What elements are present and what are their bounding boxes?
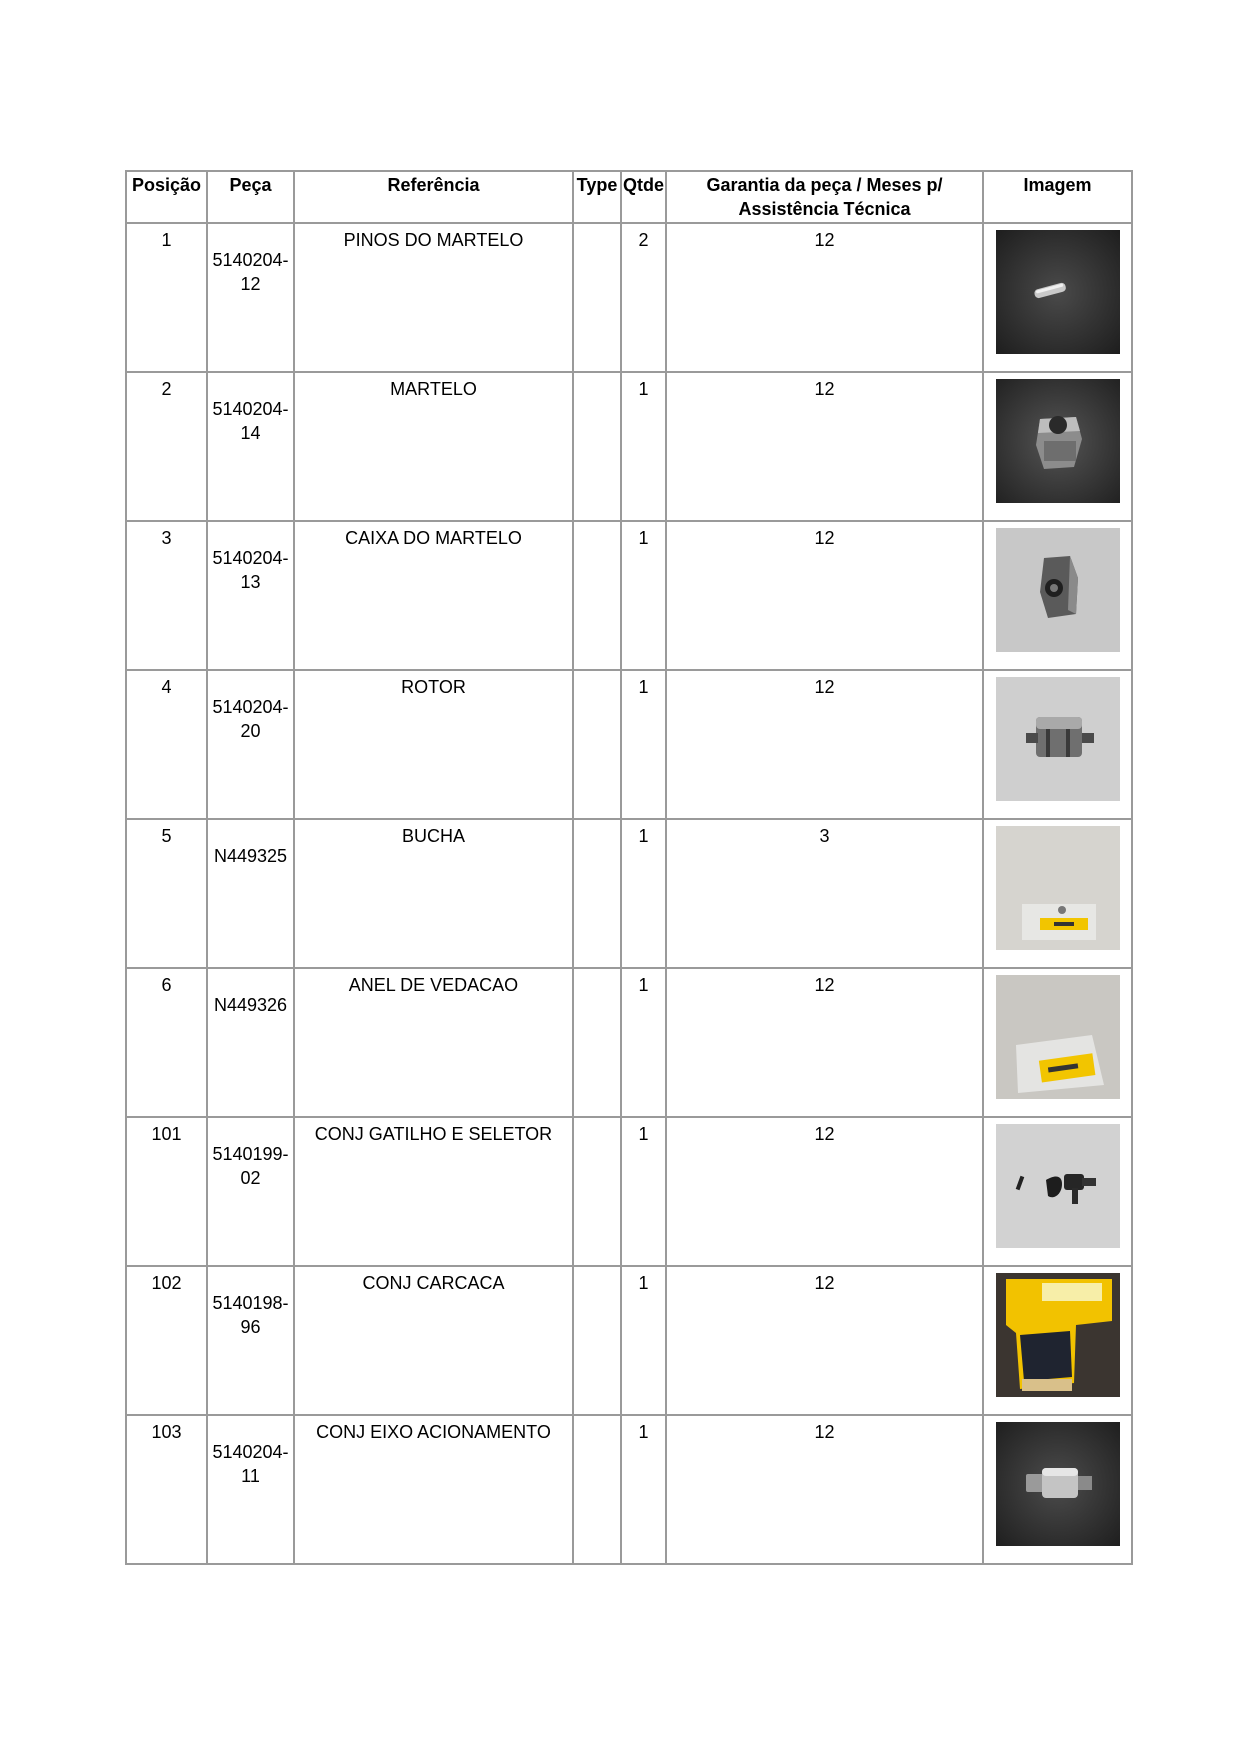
cell-garantia: 12 xyxy=(666,223,983,372)
cell-qtde: 1 xyxy=(621,1415,666,1564)
header-type: Type xyxy=(573,171,621,223)
cell-referencia: BUCHA xyxy=(294,819,573,968)
cell-type xyxy=(573,968,621,1117)
part-number: 5140204-13 xyxy=(212,548,289,592)
hammer-photo xyxy=(996,379,1120,503)
cell-garantia: 12 xyxy=(666,968,983,1117)
table-header-row xyxy=(126,171,1132,223)
header-garantia: Garantia da peça / Meses p/ Assistência Técnica xyxy=(666,171,983,223)
part-number: 5140204-11 xyxy=(212,1442,289,1486)
cell-imagem xyxy=(983,1117,1132,1266)
cell-referencia: ANEL DE VEDACAO xyxy=(294,968,573,1117)
header-referencia: Referência xyxy=(294,171,573,223)
cell-referencia: CONJ CARCACA xyxy=(294,1266,573,1415)
cell-qtde: 1 xyxy=(621,670,666,819)
cell-garantia: 3 xyxy=(666,819,983,968)
cell-imagem xyxy=(983,968,1132,1117)
housing-photo xyxy=(996,1273,1120,1397)
cell-peca xyxy=(207,372,294,521)
cell-peca xyxy=(207,968,294,1117)
part-number: N449325 xyxy=(213,846,288,866)
cell-posicao: 3 xyxy=(126,521,207,670)
part-number: 5140199-02 xyxy=(212,1144,289,1188)
cell-posicao: 101 xyxy=(126,1117,207,1266)
part-number: 5140198-96 xyxy=(212,1293,289,1337)
header-peca: Peça xyxy=(207,171,294,223)
header-posicao: Posição xyxy=(126,171,207,223)
cell-peca xyxy=(207,223,294,372)
cell-imagem xyxy=(983,1415,1132,1564)
table-row xyxy=(126,1266,1132,1415)
cell-type xyxy=(573,223,621,372)
cell-qtde: 1 xyxy=(621,1117,666,1266)
cell-imagem xyxy=(983,223,1132,372)
part-number: 5140204-12 xyxy=(212,250,289,294)
cell-garantia: 12 xyxy=(666,1266,983,1415)
cell-garantia: 12 xyxy=(666,372,983,521)
cell-qtde: 1 xyxy=(621,521,666,670)
hammer-case-photo xyxy=(996,528,1120,652)
cell-posicao: 4 xyxy=(126,670,207,819)
cell-garantia: 12 xyxy=(666,1117,983,1266)
cell-type xyxy=(573,819,621,968)
pin-photo xyxy=(996,230,1120,354)
table-row xyxy=(126,819,1132,968)
cell-qtde: 2 xyxy=(621,223,666,372)
cell-posicao: 2 xyxy=(126,372,207,521)
seal-ring-bag-photo xyxy=(996,975,1120,1099)
cell-peca xyxy=(207,1117,294,1266)
table-row xyxy=(126,372,1132,521)
cell-type xyxy=(573,521,621,670)
cell-posicao: 103 xyxy=(126,1415,207,1564)
cell-garantia: 12 xyxy=(666,670,983,819)
part-number: 5140204-20 xyxy=(212,697,289,741)
cell-garantia: 12 xyxy=(666,1415,983,1564)
cell-peca xyxy=(207,819,294,968)
cell-referencia: PINOS DO MARTELO xyxy=(294,223,573,372)
cell-posicao: 6 xyxy=(126,968,207,1117)
part-number: N449326 xyxy=(213,995,288,1015)
cell-garantia: 12 xyxy=(666,521,983,670)
cell-imagem xyxy=(983,521,1132,670)
cell-peca xyxy=(207,670,294,819)
cell-type xyxy=(573,1415,621,1564)
rotor-photo xyxy=(996,677,1120,801)
cell-peca xyxy=(207,1266,294,1415)
cell-referencia: CONJ EIXO ACIONAMENTO xyxy=(294,1415,573,1564)
header-imagem: Imagem xyxy=(983,171,1132,223)
cell-imagem xyxy=(983,670,1132,819)
cell-imagem xyxy=(983,819,1132,968)
cell-peca xyxy=(207,521,294,670)
cell-referencia: CAIXA DO MARTELO xyxy=(294,521,573,670)
part-number: 5140204-14 xyxy=(212,399,289,443)
cell-imagem xyxy=(983,372,1132,521)
cell-qtde: 1 xyxy=(621,819,666,968)
cell-posicao: 5 xyxy=(126,819,207,968)
table-row xyxy=(126,223,1132,372)
table-row xyxy=(126,521,1132,670)
cell-type xyxy=(573,1117,621,1266)
cell-qtde: 1 xyxy=(621,1266,666,1415)
cell-posicao: 102 xyxy=(126,1266,207,1415)
parts-table xyxy=(125,170,1133,1565)
cell-referencia: CONJ GATILHO E SELETOR xyxy=(294,1117,573,1266)
cell-type xyxy=(573,372,621,521)
bushing-bag-photo xyxy=(996,826,1120,950)
table-row xyxy=(126,1415,1132,1564)
cell-qtde: 1 xyxy=(621,372,666,521)
trigger-selector-photo xyxy=(996,1124,1120,1248)
cell-posicao: 1 xyxy=(126,223,207,372)
table-row xyxy=(126,968,1132,1117)
cell-type xyxy=(573,1266,621,1415)
cell-peca xyxy=(207,1415,294,1564)
drive-shaft-photo xyxy=(996,1422,1120,1546)
table-row xyxy=(126,1117,1132,1266)
header-qtde: Qtde xyxy=(621,171,666,223)
cell-referencia: ROTOR xyxy=(294,670,573,819)
cell-qtde: 1 xyxy=(621,968,666,1117)
cell-referencia: MARTELO xyxy=(294,372,573,521)
cell-type xyxy=(573,670,621,819)
cell-imagem xyxy=(983,1266,1132,1415)
table-row xyxy=(126,670,1132,819)
